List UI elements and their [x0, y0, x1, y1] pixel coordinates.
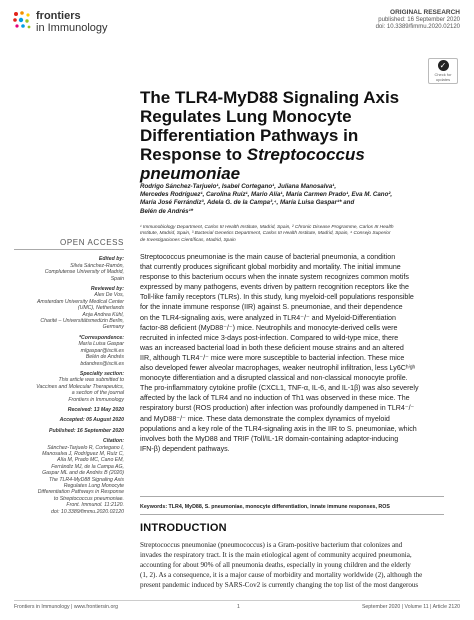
- title-line: pneumoniae: [140, 164, 241, 183]
- published-date: published: 16 September 2020: [378, 16, 460, 23]
- check-for-updates-button[interactable]: [428, 58, 458, 84]
- abstract-line: also developed fewer alveolar macrophages, weaker neutrophil infiltration, less Ly6Cʰⁱᵍʰ: [140, 364, 416, 373]
- journal-brand: [36, 10, 108, 34]
- affiliation-line: de Investigaciones Científicas, Madrid, Spain: [140, 237, 236, 243]
- abstract-line: factor-88 deficient (MyD88⁻/⁻) mice. Neutrophils and monocyte-derived cells were: [140, 323, 398, 332]
- email-link[interactable]: bdandres@isciii.es: [80, 360, 124, 367]
- page-number: 1: [237, 604, 240, 610]
- abstract-line: Toll-like family receptors (TLRs). In this study, lung myeloid-cell populations responsible: [140, 293, 414, 302]
- title-line: Response to Streptococcus: [140, 145, 365, 164]
- abstract: [140, 252, 444, 454]
- brand-bottom: in Immunology: [36, 22, 108, 34]
- abstract-line: involves both the MyD88 and TRIF (Toll/IL-1R domain-containing adaptor-inducing: [140, 434, 399, 443]
- article-title: [140, 88, 440, 183]
- affiliation-line: ¹ Immunobiology Department, Carlos III Health Institute, Madrid, Spain, ² Chronic Disease Programme, Carlos III Health: [140, 225, 394, 230]
- intro-line: invades the respiratory tract. It is the main etiological agent of community acquired pneumonia,: [140, 551, 412, 560]
- article-sidebar: [14, 240, 124, 519]
- abstract-line: response to this bacterium occurs when the innate system recognizes common motifs: [140, 273, 409, 282]
- intro-line: (1, 2). As a consequence, it is a major cause of morbidity and mortality worldwide (2), although the: [140, 571, 423, 580]
- abstract-line: and MyD88⁻/⁻ mice. These data demonstrate the complex dynamics of myeloid: [140, 414, 390, 423]
- keywords: Keywords: TLR4, MyD88, S. pneumoniae, monocyte differentiation, innate immune responses, ROS: [140, 504, 390, 510]
- author-line: Belén de Andrés¹*: [140, 207, 194, 215]
- dates: Received: 13 May 2020 Accepted: 05 August 2020 Published: 16 September 2020: [49, 406, 124, 434]
- abstract-line: The pro-inflammatory cytokine profile (CXCL1, TNF-α, IL-6, and IL-1β) was also severely: [140, 384, 419, 393]
- title-line: Regulates Lung Monocyte: [140, 107, 352, 126]
- reviewed-by: Reviewed by: Alex De Vos, Amsterdam University Medical Center (UMC), Netherlands Anja Andrea Kühl, Charité – Universitätsmedizin Berlin, Germany: [36, 286, 124, 331]
- title-line: Differentiation Pathways in: [140, 126, 359, 145]
- abstract-line: populations and a key role of the TLR4-signaling axis in the IIR to S. pneumoniae, which: [140, 424, 417, 433]
- specialty-section: Specialty section: This article was submitted to Vaccines and Molecular Therapeutics, a section of the journal Frontiers in Immunology: [36, 370, 124, 403]
- intro-line: Streptococcus pneumoniae (pneumococcus) is a Gram-positive bacterium that colonizes and: [140, 541, 403, 549]
- author-line: María José Ferrándiz³, Adela G. de la Campa³,⁴, María Luisa Gaspar¹* and: [140, 199, 355, 207]
- edited-by: Edited by: Silvia Sánchez-Ramón, Complutense University of Madrid, Spain: [44, 256, 124, 282]
- brand-top: frontiers: [36, 10, 81, 22]
- divider: [140, 496, 444, 497]
- abstract-line: that currently produces significant global morbidity and mortality. The initial immune: [140, 263, 401, 272]
- abstract-line: expressed by many pathogens, events driven by pattern recognition receptors like the: [140, 283, 409, 292]
- intro-line: present pandemic induced by SARS-Cov2 is currently changing the top list of the most dangerous: [140, 581, 419, 590]
- author-line: Mercedes Rodríguez¹, Carolina Ruíz¹, Mario Alía¹, María Carmen Prado¹, Eva M. Cano²,: [140, 191, 393, 199]
- abstract-line: monocyte differentiation and a disrupted classical and non-classical monocyte profile.: [140, 374, 408, 383]
- divider: [14, 600, 460, 601]
- abstract-line: IIR, although TLR4⁻/⁻ mice were more susceptible to bacterial infection. These mice: [140, 353, 405, 362]
- article-type: ORIGINAL RESEARCH: [390, 9, 460, 16]
- check-icon: ✓: [438, 60, 449, 71]
- article-meta: [376, 9, 460, 32]
- intro-line: accounting for about 90% of all pneumonia deaths, especially in young children and the elderly: [140, 561, 411, 570]
- email-link[interactable]: mlgaspar@isciii.es: [80, 347, 124, 354]
- doi-link[interactable]: doi: 10.3389/fimmu.2020.02120: [375, 24, 460, 30]
- check-label: Check for updates: [434, 72, 452, 82]
- abstract-line: respiratory burst (ROS production) after infection was profoundly dampened in TLR4⁻/⁻: [140, 404, 415, 413]
- abstract-line: was an increased bacterial load in both these deficient mouse strains and an altered: [140, 343, 404, 352]
- abstract-line: recruited in infected mice 3-days post-infection. Compared to wild-type mice, there: [140, 333, 399, 342]
- divider: [14, 249, 124, 250]
- abstract-line: IFN-β) dependent pathways.: [140, 444, 230, 453]
- divider: [140, 514, 444, 515]
- correspondence: *Correspondence: María Luisa Gaspar mlgaspar@isciii.es Belén de Andrés bdandres@isciii.es: [14, 335, 124, 367]
- abstract-line: Streptococcus pneumoniae is the main cause of bacterial pneumonia, a condition: [140, 253, 396, 261]
- citation: Citation: Sánchez-Tarjuelo R, Cortegano I, Manosalva J, Rodríguez M, Ruíz C, Alía M, Prado MC, Cano EM, Ferrándiz MJ, de la Campa AG, Gaspar ML and de Andrés B (2020) The TLR4-MyD88 Signaling Axis Regulates Lung Monocyte Differentiation Pathways in Response to Streptococcus pneumoniae. Front. Immunol. 11:2120. doi: 10.3389/fimmu.2020.02120: [37, 438, 124, 515]
- author-list: [140, 183, 450, 216]
- author-line: Rodrigo Sánchez-Tarjuelo¹, Isabel Cortegano¹, Juliana Manosalva¹,: [140, 183, 337, 190]
- abstract-line: affected by the lack of TLR4 and no induction of Th1 was observed in these mice. The: [140, 394, 410, 403]
- affiliations: [140, 225, 450, 244]
- frontiers-logo-icon: [12, 10, 32, 30]
- open-access-label: OPEN ACCESS: [60, 238, 124, 247]
- title-line: The TLR4-MyD88 Signaling Axis: [140, 88, 400, 107]
- abstract-line: for the innate immune response (IIR) against S. pneumoniae, and their dependence: [140, 303, 403, 312]
- section-heading: INTRODUCTION: [140, 522, 227, 534]
- affiliation-line: Institute, Madrid, Spain, ³ Bacterial Genetics Department, Carlos III Health Institute, Madrid, Spain, ⁴ Consejo Superior: [140, 231, 391, 237]
- abstract-line: on the TLR4-signaling axis, were analyzed in TLR4⁻/⁻ and Myeloid-Differentiation: [140, 313, 396, 322]
- introduction-text: [140, 540, 444, 590]
- footer-volume: September 2020 | Volume 11 | Article 2120: [361, 604, 460, 610]
- footer-journal[interactable]: Frontiers in Immunology | www.frontiersin.org: [14, 604, 118, 610]
